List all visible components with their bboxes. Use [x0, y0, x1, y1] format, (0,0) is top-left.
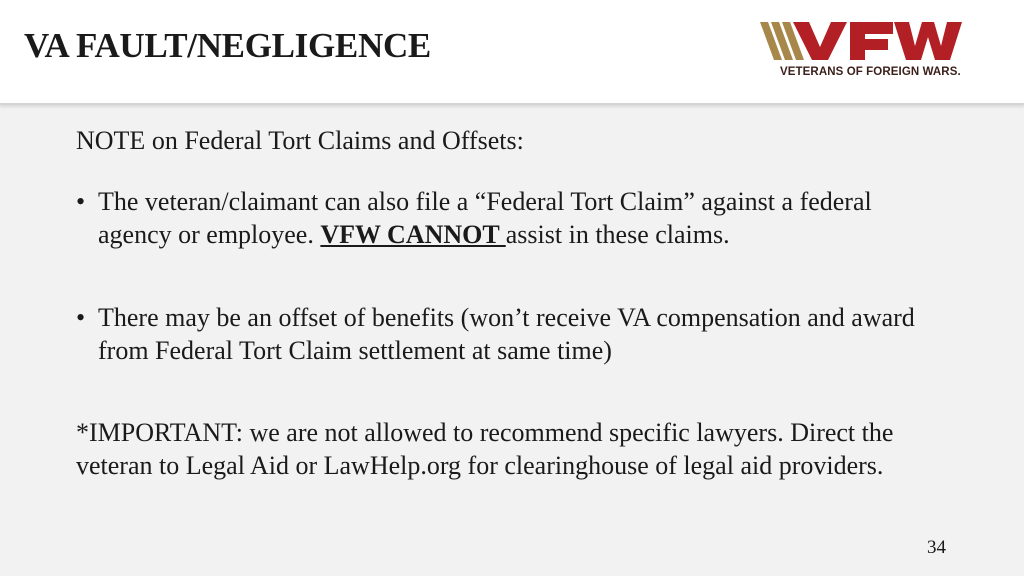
bullet-text: The veteran/claimant can also file a “Federal Tort Claim” against a federal agency or employee. [98, 187, 872, 249]
bullet-text: There may be an offset of benefits (won’t receive VA compensation and award from Federal Tort Claim settlement at same time) [98, 303, 915, 365]
slide-title: VA FAULT/NEGLIGENCE [24, 26, 431, 65]
logo-tagline: VETERANS OF FOREIGN WARS. [780, 66, 961, 78]
bullet-dot: • [76, 187, 86, 216]
vfw-logo [760, 20, 980, 86]
bullet-text-end: assist in these claims. [505, 220, 730, 249]
page-number: 34 [927, 537, 946, 558]
logo-letter-w [894, 22, 962, 60]
vfw-cannot-emphasis: VFW CANNOT [320, 220, 506, 249]
slide-header [0, 0, 1024, 105]
important-note: *IMPORTANT: we are not allowed to recommend specific lawyers. Direct the veteran to Legal Aid or LawHelp.org for clearinghouse of legal aid providers. [76, 418, 894, 480]
vfw-logo-mark [760, 20, 980, 64]
bullet-item [76, 301, 936, 367]
note-heading: NOTE on Federal Tort Claims and Offsets: [76, 126, 524, 155]
logo-letter-f [850, 22, 893, 60]
bullet-dot: • [76, 303, 86, 332]
bullet-item [76, 185, 936, 251]
